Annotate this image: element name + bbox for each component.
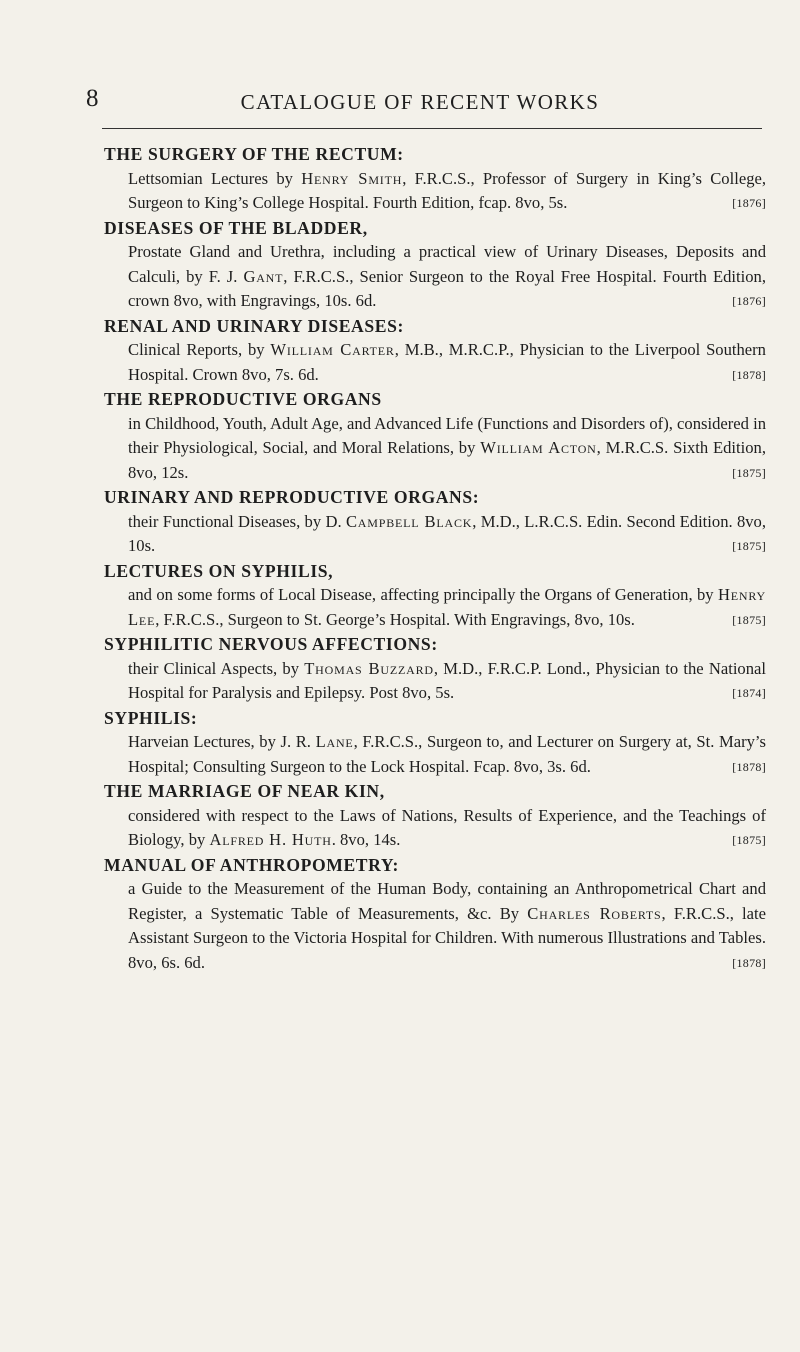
entry-text: their Functional Diseases, by D. [128, 511, 346, 531]
entry-title: THE SURGERY OF THE RECTUM: [104, 144, 404, 164]
entry-year: [1878] [732, 759, 766, 774]
catalogue-entries [104, 142, 766, 975]
entry-year: [1875] [732, 833, 766, 847]
entry-title: RENAL AND URINARY DISEASES: [104, 315, 404, 336]
entry-description [128, 167, 766, 216]
entry-title: THE REPRODUCTIVE ORGANS [104, 389, 382, 409]
entry-text: , M.D., F.R.C.P. Lond., Physician to the National Hospital for Paralysis and Epilepsy. Post 8vo, 5s. [128, 658, 766, 702]
entry-description [128, 412, 766, 486]
entry-text: Harveian Lectures, by J. R. [128, 732, 316, 751]
entry-title: URINARY AND REPRODUCTIVE ORGANS: [104, 487, 480, 507]
entry-description [128, 804, 766, 853]
entry-description [128, 510, 766, 559]
entry-year: [1875] [732, 539, 766, 553]
catalogue-entry [104, 142, 766, 216]
catalogue-entry [104, 853, 766, 976]
entry-author: Henry Lee [128, 585, 766, 629]
catalogue-entry [104, 779, 766, 853]
entry-author: Thomas Buzzard [304, 658, 434, 678]
catalogue-entry [104, 216, 766, 314]
catalogue-entry [104, 314, 766, 388]
catalogue-entry [104, 559, 766, 633]
entry-year: [1876] [732, 294, 766, 308]
entry-author: Campbell Black [345, 511, 473, 531]
entry-author: William Acton [480, 438, 597, 457]
entry-title: DISEASES OF THE BLADDER, [104, 217, 368, 238]
entry-description [128, 240, 766, 314]
entry-text: , M.D., L.R.C.S. Edin. Second Edition. 8vo, 10s. [128, 511, 766, 555]
entry-text: , F.R.C.S., Surgeon to, and Lecturer on Surgery at, St. Mary’s Hospital; Consulting Surgeon to the Lock Hospital. Fcap. 8vo, 3s. 6d. [128, 732, 766, 776]
entry-text: , F.R.C.S., Surgeon to St. George’s Hospital. With Engravings, 8vo, 10s. [155, 609, 635, 629]
entry-text: , M.B., M.R.C.P., Physician to the Liverpool Southern Hospital. Crown 8vo, 7s. 6d. [128, 340, 766, 384]
entry-text: a Guide to the Measurement of the Human Body, containing an Anthropometrical Chart and Register, a Systematic Table of Measurements, &c. By [128, 879, 766, 923]
entry-author: Charles Roberts [527, 903, 662, 923]
header-rule [102, 128, 762, 129]
entry-text: , M.R.C.S. Sixth Edition, 8vo, 12s. [128, 438, 767, 482]
entry-description [128, 338, 766, 387]
entry-title: SYPHILIS: [104, 707, 198, 728]
entry-text: Prostate Gland and Urethra, including a practical view of Urinary Diseases, Deposits and Calculi, by F. J. [128, 242, 766, 286]
entry-text: their Clinical Aspects, by [128, 658, 305, 678]
entry-text: in Childhood, Youth, Adult Age, and Advanced Life (Functions and Disorders of), considered in their Physiological, Social, and Moral Relations, by [128, 413, 766, 457]
entry-year: [1878] [732, 955, 766, 970]
entry-description [128, 657, 766, 706]
entry-year: [1875] [732, 465, 766, 480]
entry-author: Henry Smith [301, 168, 403, 188]
entry-text: , F.R.C.S., Senior Surgeon to the Royal Free Hospital. Fourth Edition, crown 8vo, with Engravings, 10s. 6d. [128, 266, 766, 310]
entry-text: Clinical Reports, by [128, 340, 271, 359]
page-number: 8 [86, 85, 99, 112]
entry-author: Alfred H. Huth [209, 830, 332, 849]
entry-text: and on some forms of Local Disease, affecting principally the Organs of Generation, by [128, 585, 718, 604]
entry-title: THE MARRIAGE OF NEAR KIN, [104, 781, 385, 801]
catalogue-entry [104, 632, 766, 706]
entry-title: LECTURES ON SYPHILIS, [104, 560, 334, 581]
entry-text: , F.R.C.S., Professor of Surgery in King’s College, Surgeon to King’s College Hospital. Fourth Edition, fcap. 8vo, 5s. [128, 168, 767, 212]
entry-year: [1874] [732, 686, 766, 700]
entry-title: SYPHILITIC NERVOUS AFFECTIONS: [104, 634, 438, 654]
entry-author: William Carter [270, 340, 395, 359]
running-head: CATALOGUE OF RECENT WORKS [240, 90, 600, 114]
catalogue-entry [104, 706, 766, 780]
entry-description [128, 877, 766, 975]
entry-author: Lane [315, 732, 354, 751]
entry-description [128, 583, 766, 632]
entry-author: Gant [243, 266, 284, 286]
entry-text: Lettsomian Lectures by [128, 168, 302, 188]
entry-text: . 8vo, 14s. [331, 830, 401, 849]
entry-year: [1876] [732, 196, 766, 210]
entry-year: [1875] [732, 612, 766, 627]
entry-text: considered with respect to the Laws of Nations, Results of Experience, and the Teachings of Biology, by [128, 805, 766, 849]
catalogue-entry [104, 387, 766, 485]
catalogue-entry [104, 485, 766, 559]
entry-year: [1878] [732, 367, 766, 382]
entry-description [128, 730, 766, 779]
entry-title: MANUAL OF ANTHROPOMETRY: [104, 854, 399, 875]
entry-text: , F.R.C.S., late Assistant Surgeon to the Victoria Hospital for Children. With numerous Illustrations and Tables. 8vo, 6s. 6d. [128, 903, 766, 972]
